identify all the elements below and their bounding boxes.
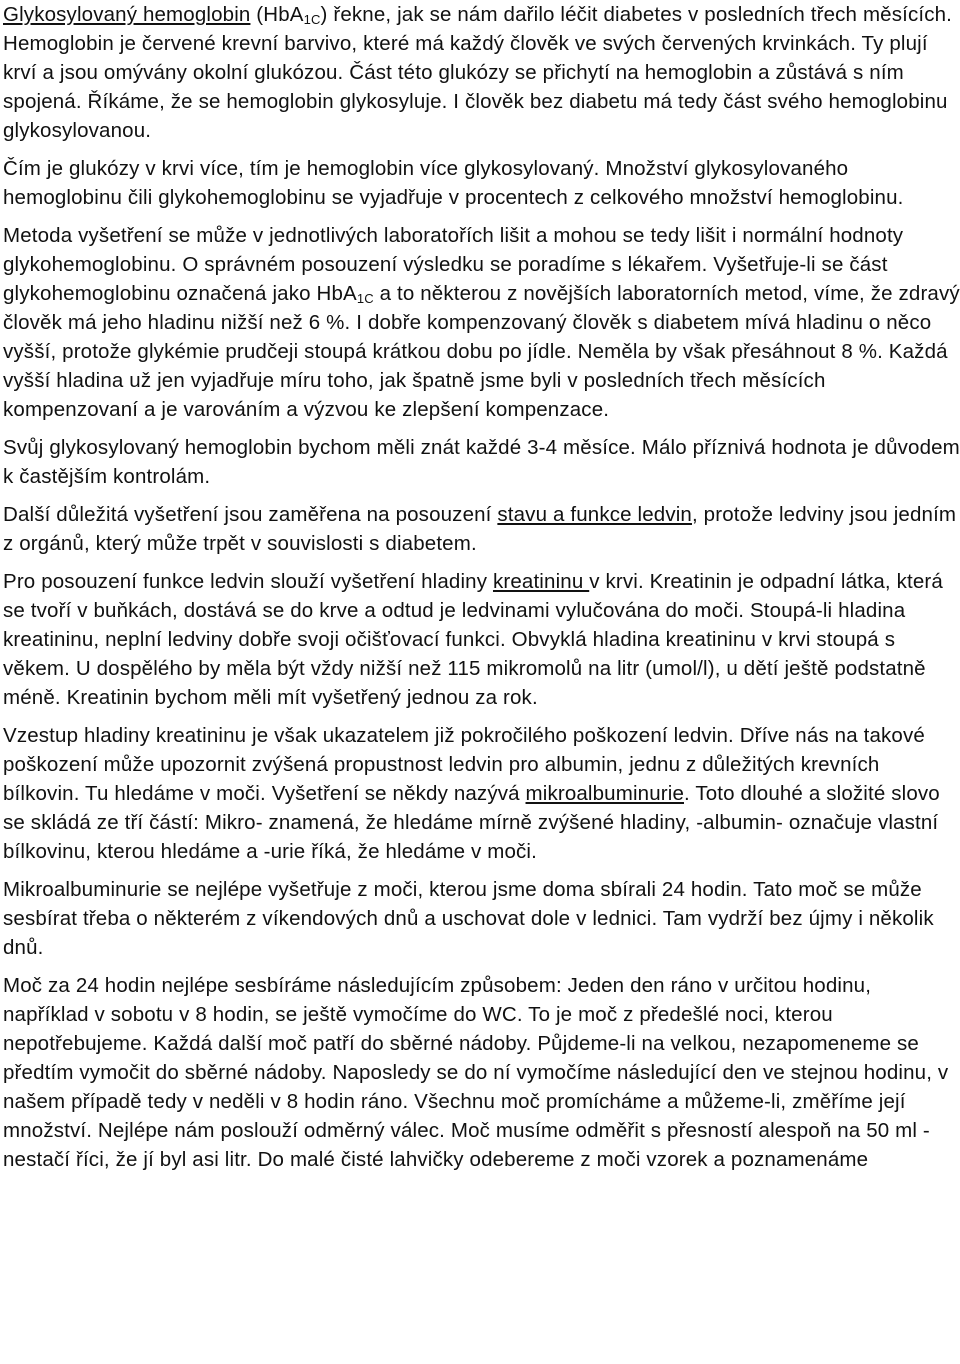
term-stav-funkce-ledvin: stavu a funkce ledvin xyxy=(497,503,692,526)
text-run: Další důležitá vyšetření jsou zaměřena na posouzení xyxy=(3,503,498,526)
subscript-1c: 1C xyxy=(356,291,374,306)
text-run: Čím je glukózy v krvi více, tím je hemoglobin více glykosylovaný. Množství glykosylovaného hemoglobinu čili glykohemoglobinu se vyjadřuje v procentech z celkového množství hemoglobinu. xyxy=(3,157,904,209)
text-run: ) řekne, jak se nám dařilo léčit diabetes v posledních třech měsících. Hemoglobin je červené krevní barvivo, které má každý člověk ve svých červených krvinkách. Ty plují krví a jsou omývány okolní glukózou. Část této glukózy se přichytí na hemoglobin a zůstává s ním spojená. Říkáme, že se hemoglobin glykosyluje. I člověk bez diabetu má tedy část svého hemoglobinu glykosylovanou. xyxy=(3,3,953,142)
text-run: . Toto dlouhé a složité slovo se skládá ze tří částí: Mikro- znamená, že hledáme mírně zvýšené hladiny, -albumin- označuje vlastní bílkovinu, kterou hledáme a -urie říká, že hledáme v moči. xyxy=(3,782,940,863)
term-kreatinin: kreatininu xyxy=(492,570,590,593)
text-run: , protože ledviny jsou jedním z orgánů, který může trpět v souvislosti s diabetem. xyxy=(3,503,957,555)
paragraph-kidney-intro xyxy=(3,500,960,558)
term-glykosylovany-hemoglobin: Glykosylovaný hemoglobin xyxy=(3,3,251,26)
text-run: (HbA xyxy=(250,3,304,26)
text-run: Metoda vyšetření se může v jednotlivých laboratořích lišit a mohou se tedy lišit i normální hodnoty glykohemoglobinu. O správném posouzení výsledku se poradíme s lékařem. Vyšetřuje-li se část glykohemoglobinu označená jako HbA xyxy=(3,224,904,305)
paragraph-glycation-amount xyxy=(3,154,960,212)
text-run: Mikroalbuminurie se nejlépe vyšetřuje z moči, kterou jsme doma sbírali 24 hodin. Tato moč se může sesbírat třeba o některém z víkendových dnů a uschovat dole v lednici. Tam vydrží bez újmy i několik dnů. xyxy=(3,878,934,959)
text-run: v krvi. Kreatinin je odpadní látka, která se tvoří v buňkách, dostává se do krve a odtud je ledvinami vylučována do moči. Stoupá-li hladina kreatininu, neplní ledviny dobře svoji očišťovací funkci. Obvyklá hladina kreatininu v krvi stoupá s věkem. U dospělého by měla být vždy nižší než 115 mikromolů na litr (umol/l), u dětí ještě podstatně méně. Kreatinin bychom měli mít vyšetřený jednou za rok. xyxy=(3,570,943,709)
subscript-1c: 1C xyxy=(303,12,321,27)
text-run: Pro posouzení funkce ledvin slouží vyšetření hladiny xyxy=(3,570,493,593)
paragraph-24h-procedure xyxy=(3,971,960,1174)
text-run: Svůj glykosylovaný hemoglobin bychom měli znát každé 3-4 měsíce. Málo příznivá hodnota je důvodem k častějším kontrolám. xyxy=(3,436,960,488)
paragraph-test-frequency xyxy=(3,433,960,491)
paragraph-method-values xyxy=(3,221,960,424)
paragraph-glycated-hemoglobin-intro xyxy=(3,0,960,145)
paragraph-creatinine xyxy=(3,567,960,712)
text-run: Moč za 24 hodin nejlépe sesbíráme následujícím způsobem: Jeden den ráno v určitou hodinu, například v sobotu v 8 hodin, se ještě vymočíme do WC. To je moč z předešlé noci, kterou nepotřebujeme. Každá další moč patří do sběrné nádoby. Půjdeme-li na velkou, nezapomeneme se předtím vymočit do sběrné nádoby. Naposledy se do ní vymočíme následující den ve stejnou hodinu, v našem případě tedy v neděli v 8 hodin ráno. Všechnu moč promícháme a můžeme-li, změříme její množství. Nejlépe nám poslouží odměrný válec. Moč musíme odměřit s přesností alespoň na 50 ml - nestačí říci, že jí byl asi litr. Do malé čisté lahvičky odebereme z moči vzorek a poznamenáme xyxy=(3,974,949,1171)
text-run: a to některou z novějších laboratorních metod, víme, že zdravý člověk má jeho hladinu nižší než 6 %. I dobře kompenzovaný člověk s diabetem mívá hladinu o něco vyšší, protože glykémie prudčeji stoupá krátkou dobu po jídle. Neměla by však přesáhnout 8 %. Každá vyšší hladina už jen vyjadřuje míru toho, jak špatně jsme byli v posledních třech měsících kompenzovaní a je varováním a výzvou ke zlepšení kompenzace. xyxy=(3,282,960,421)
paragraph-microalbuminuria xyxy=(3,721,960,866)
term-mikroalbuminurie: mikroalbuminurie xyxy=(525,782,684,805)
paragraph-urine-collection xyxy=(3,875,960,962)
text-run: Vzestup hladiny kreatininu je však ukazatelem již pokročilého poškození ledvin. Dříve nás na takové poškození může upozornit zvýšená propustnost ledvin pro albumin, jednu z důležitých krevních bílkovin. Tu hledáme v moči. Vyšetření se někdy nazývá xyxy=(3,724,925,805)
